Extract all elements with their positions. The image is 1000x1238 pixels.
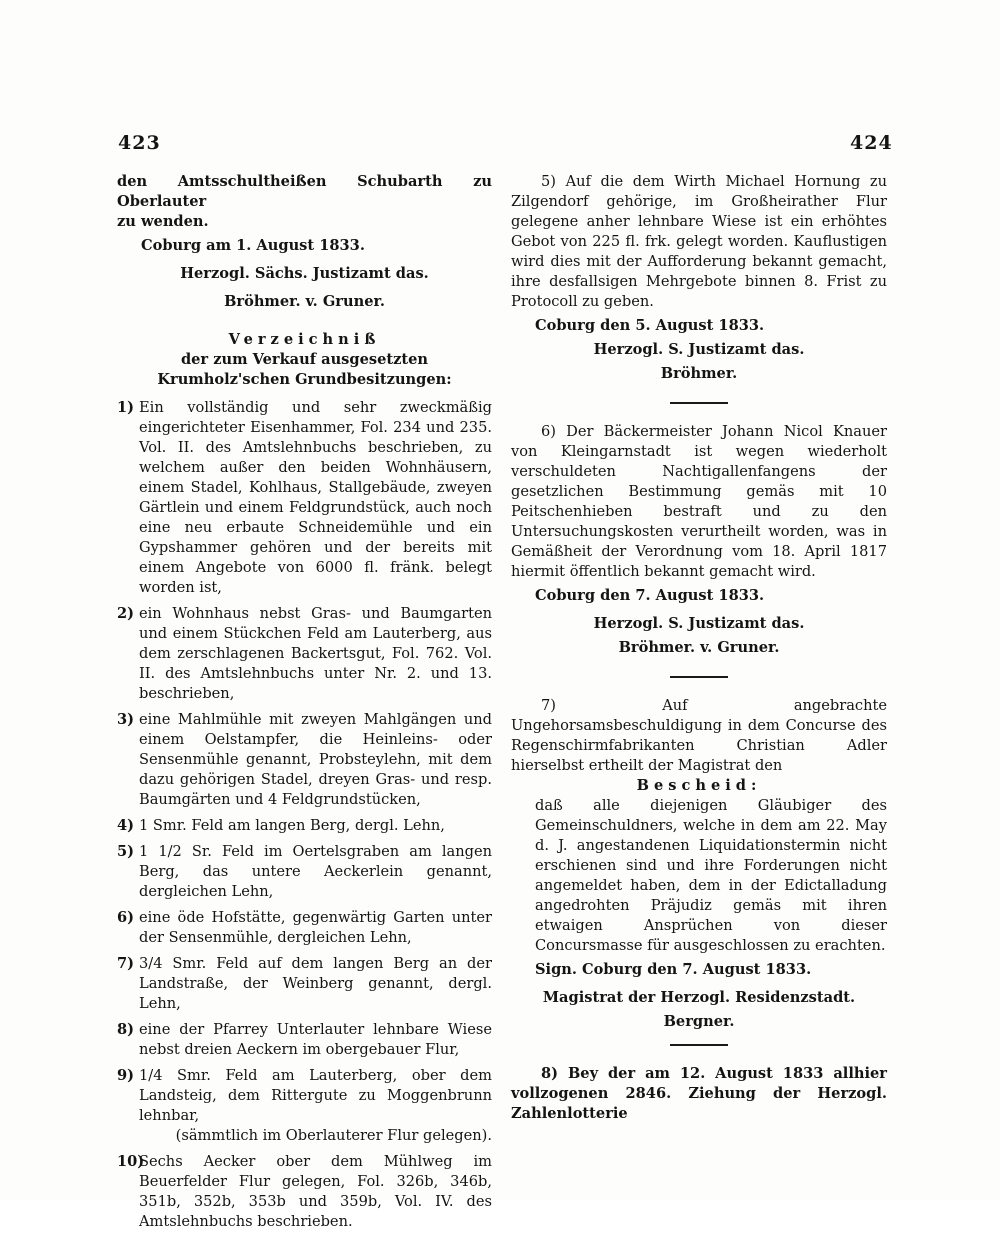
signature-line: Bröhmer. v. Gruner. [224,293,385,310]
notice-7-signature: Bergner. [663,1013,735,1030]
list-item [117,710,492,810]
page-number-right: 424 [850,132,893,154]
list-item [117,1152,492,1232]
item-text: 3/4 Smr. Feld auf dem langen Berg an der Landstraße, der Weinberg genannt, dergl. Lehn, [139,955,492,1012]
continuation-line-2: zu wenden. [117,213,209,230]
bescheid-heading: Bescheid: [636,777,762,794]
list-item [117,1066,492,1146]
item-text: eine öde Hofstätte, gegenwärtig Garten unter der Sensenmühle, dergleichen Lehn, [139,909,492,946]
item-number: 5) [117,843,135,860]
item-text: eine Mahlmühle mit zweyen Mahlgängen und einem Oelstampfer, die Heinleins- oder Sensenmühle genannt, Probsteylehn, mit dem dazu gehörigen Stadel, dreyen Gras- und resp. Baumgärten und 4 Feldgrundstücken, [139,711,492,808]
list-item [117,816,492,836]
item-number: 2) [117,605,135,622]
item-number: 10) [117,1153,145,1170]
property-list [117,398,492,1232]
notice-5-office: Herzogl. S. Justizamt das. [593,341,805,358]
list-item [117,398,492,598]
notice-6-office: Herzogl. S. Justizamt das. [593,615,805,632]
list-item [117,1020,492,1060]
notice-8: 8) Bey der am 12. August 1833 allhier vollzogenen 2846. Ziehung der Herzogl. Zahlenlotterie [511,1065,887,1122]
list-subheading: der zum Verkauf ausgesetzten Krumholz'schen Grundbesitzungen: [157,351,452,388]
continuation-line-1: den Amtsschultheißen Schubarth zu Oberlauter [117,173,492,210]
office-line: Herzogl. Sächs. Justizamt das. [180,265,429,282]
bescheid-text: daß alle diejenigen Gläubiger des Gemeinschuldners, welche in dem am 22. May d. J. angestandenen Liquidationstermin nicht erschienen sind und ihre Forderungen nicht angemeldet haben, dem in der Edictalladung angedrohten Präjudiz gemäs mit ihren etwaigen Ansprüchen von dieser Concursmasse für ausgeschlossen zu erachten. [535,797,887,954]
item-number: 7) [117,955,135,972]
notice-6-date: Coburg den 7. August 1833. [535,587,765,604]
notice-7-office: Magistrat der Herzogl. Residenzstadt. [542,989,856,1006]
item-text: ein Wohnhaus nebst Gras- und Baumgarten und einem Stückchen Feld am Lauterberg, aus dem zerschlagenen Backertsgut, Fol. 762. Vol. II. des Amtslehnbuchs unter Nr. 2. und 13. beschrieben, [139,605,492,702]
item-number: 8) [117,1021,135,1038]
list-heading: Verzeichniß [228,331,381,348]
right-column [511,172,887,1124]
notice-7: 7) Auf angebrachte Ungehorsamsbeschuldigung in dem Concurse des Regenschirmfabrikanten Christian Adler hierselbst ertheilt der Magistrat den [511,697,887,774]
item-text: 1 Smr. Feld am langen Berg, dergl. Lehn, [139,817,445,834]
item-text: 1 1/2 Sr. Feld im Oertelsgraben am langen Berg, das untere Aeckerlein genannt, dergleichen Lehn, [139,843,492,900]
date-line: Coburg am 1. August 1833. [141,237,365,254]
item-text: 1/4 Smr. Feld am Lauterberg, ober dem Landsteig, dem Rittergute zu Moggenbrunn lehnbar, [139,1067,492,1124]
left-column [117,172,492,1238]
notice-5: 5) Auf die dem Wirth Michael Hornung zu Zilgendorf gehörige, im Großheirather Flur gelegene anher lehnbare Wiese ist ein erhöhtes Gebot von 225 fl. frk. gelegt worden. Kauflustigen wird dies mit der Aufforderung bekannt gemacht, ihre desfallsigen Mehrgebote binnen 8. Frist zu Protocoll zu geben. [511,173,887,310]
item-number: 6) [117,909,135,926]
item-number: 3) [117,711,135,728]
notice-5-date: Coburg den 5. August 1833. [535,317,765,334]
notice-7-date: Sign. Coburg den 7. August 1833. [535,961,812,978]
item-text: Ein vollständig und sehr zweckmäßig eingerichteter Eisenhammer, Fol. 234 und 235. Vol. II. des Amtslehnbuchs beschrieben, zu welchem außer den beiden Wohnhäusern, einem Stadel, Kohlhaus, Stallgebäude, zweyen Gärtlein und einem Feldgrundstück, auch noch eine neu erbaute Schneidemühle und ein Gypshammer gehören und der bereits mit einem Angebote von 6000 fl. fränk. belegt worden ist, [139,399,492,596]
item-number: 4) [117,817,135,834]
notice-6: 6) Der Bäckermeister Johann Nicol Knauer von Kleingarnstadt ist wegen wiederholt verschuldeten Nachtigallenfangens der gesetzlichen Bestimmung gemäs mit 10 Peitschenhieben bestraft und zu den Untersuchungskosten verurtheilt worden, was in Gemäßheit der Verordnung vom 18. April 1817 hiermit öffentlich bekannt gemacht wird. [511,423,887,580]
item-text: Sechs Aecker ober dem Mühlweg im Beuerfelder Flur gelegen, Fol. 326b, 346b, 351b, 352b, 353b und 359b, Vol. IV. des Amtslehnbuchs beschrieben. [139,1153,492,1230]
item-text: eine der Pfarrey Unterlauter lehnbare Wiese nebst dreien Aeckern im obergebauer Flur, [139,1021,492,1058]
item-number: 9) [117,1067,135,1084]
list-item [117,954,492,1014]
list-item [117,842,492,902]
notice-6-signature: Bröhmer. v. Gruner. [618,639,780,656]
list-item [117,604,492,704]
item-note: (sämmtlich im Oberlauterer Flur gelegen). [175,1127,492,1144]
item-number: 1) [117,399,135,416]
list-item [117,908,492,948]
page-number-left: 423 [118,132,161,154]
notice-5-signature: Bröhmer. [660,365,738,382]
